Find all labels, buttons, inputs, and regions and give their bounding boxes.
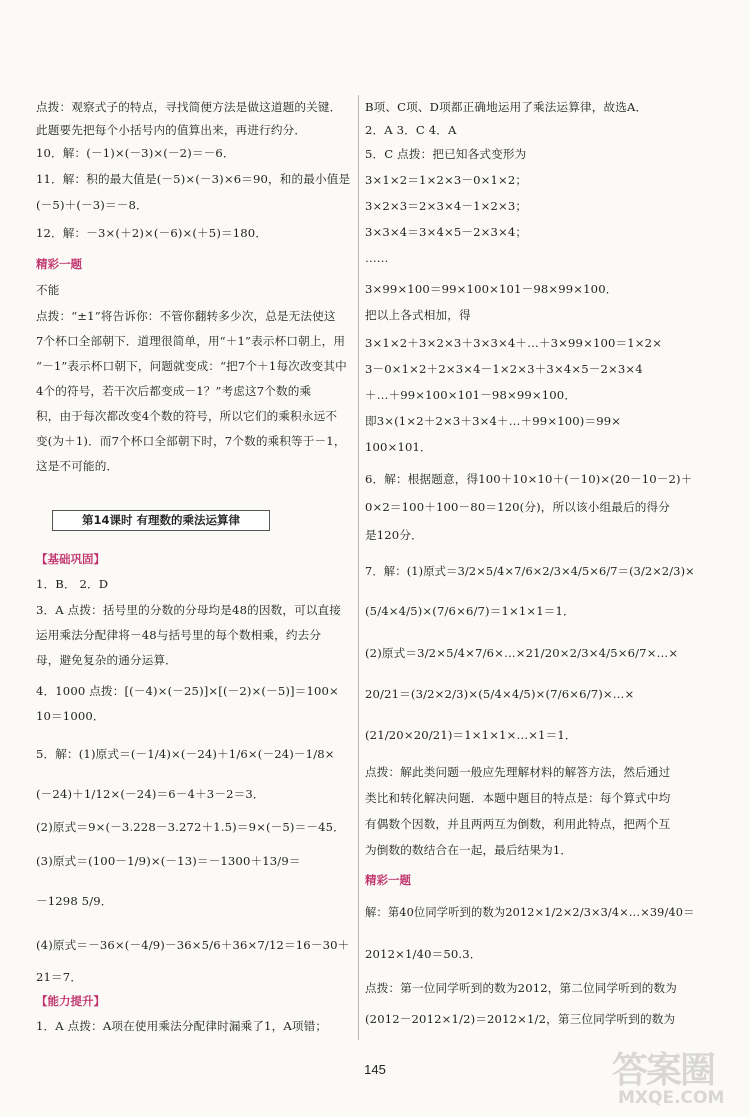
answer-5: 5．C 点拨：把已知各式变形为 — [365, 147, 527, 161]
answer-12: 12．解：－3×(＋2)×(－6)×(＋5)＝180． — [36, 226, 268, 240]
text-line: －1298 5/9． — [36, 894, 113, 908]
text-line: 4个的符号，若干次后都变成－1？”考虑这7个数的乘 — [36, 384, 312, 398]
text-line: ＋…＋99×100×101－98×99×100． — [365, 388, 577, 402]
text-line: 积，由于每次都改变4个数的符号，所以它们的乘积永远不 — [36, 409, 338, 423]
text-line: 0×2＝100＋100－80＝120(分)，所以该小组最后的得分 — [365, 500, 670, 514]
section-jichu: 【基础巩固】 — [36, 552, 105, 566]
text-line: 3×3×4＝3×4×5－2×3×4； — [365, 225, 528, 239]
text-line: (21/20×20/21)＝1×1×1×…×1＝1． — [365, 728, 577, 742]
answer-5-3: (3)原式＝(100－1/9)×(－13)＝－1300＋13/9＝ — [36, 854, 301, 868]
text-line: 3×1×2＝1×2×3－0×1×2； — [365, 173, 528, 187]
text-line: 母，避免复杂的通分运算． — [36, 653, 177, 667]
answer-3: 3．A 点拨：括号里的分数的分母均是48的因数，可以直接 — [36, 603, 342, 617]
column-divider — [358, 95, 359, 1040]
lesson-title-box: 第14课时 有理数的乘法运算律 — [52, 510, 270, 531]
answers-1-2: 1．B． 2．D — [36, 577, 109, 591]
answer-5-4: (4)原式＝－36×(－4/9)－36×5/6＋36×7/12＝16－30＋ — [36, 938, 350, 952]
text-line: 类比和转化解决问题．本题中题目的特点是：每个算式中均 — [365, 791, 671, 805]
answer-10: 10．解：(－1)×(－3)×(－2)＝－6． — [36, 146, 235, 160]
text-line: 1．A 点拨：A项在使用乘法分配律时漏乘了1，A项错； — [36, 1019, 328, 1033]
text-line: 变(为＋1)．而7个杯口全部朝下时，7个数的乘积等于－1， — [36, 434, 346, 448]
text-line: 即3×(1×2＋2×3＋3×4＋…＋99×100)＝99× — [365, 414, 622, 428]
text-line: (－5)＋(－3)＝－8． — [36, 198, 148, 212]
section-jingcai-2: 精彩一题 — [365, 873, 411, 887]
text-line: 点拨：解此类问题一般应先理解材料的解答方法，然后通过 — [365, 765, 671, 779]
text-line: …… — [365, 251, 389, 265]
answers-2-4: 2．A 3．C 4．A — [365, 123, 457, 137]
text-line: 不能 — [36, 283, 60, 297]
text-line: 10＝1000． — [36, 709, 105, 723]
text-line: 点拨：第一位同学听到的数为2012，第二位同学听到的数为 — [365, 981, 677, 995]
text-line: “－1”表示杯口朝下，问题就变成：“把7个＋1每次改变其中 — [36, 359, 347, 373]
text-line: (2012－2012×1/2)＝2012×1/2，第三位同学听到的数为 — [365, 1012, 676, 1026]
text-line: 3×99×100＝99×100×101－98×99×100． — [365, 282, 618, 296]
text-line: 有偶数个因数，并且两两互为倒数，利用此特点，把两个互 — [365, 817, 671, 831]
answer-11: 11．解：积的最大值是(－5)×(－3)×6＝90，和的最小值是 — [36, 172, 351, 186]
text-line: 3－0×1×2＋2×3×4－1×2×3＋3×4×5－2×3×4 — [365, 362, 643, 376]
text-line: 3×2×3＝2×3×4－1×2×3； — [365, 199, 528, 213]
text-line: 为倒数的数结合在一起，最后结果为1． — [365, 843, 573, 857]
text-line: 点拨：观察式子的特点，寻找简便方法是做这道题的关键． — [36, 100, 342, 114]
text-line: 3×1×2＋3×2×3＋3×3×4＋…＋3×99×100＝1×2× — [365, 336, 663, 350]
watermark-logo — [612, 1042, 744, 1112]
text-line: 20/21＝(3/2×2/3)×(5/4×4/5)×(7/6×6/7)×…× — [365, 687, 635, 701]
text-line: 7个杯口全部朝下．道理很简单，用“＋1”表示杯口朝上，用 — [36, 334, 346, 348]
answer-5-1: 5．解：(1)原式＝(－1/4)×(－24)＋1/6×(－24)－1/8× — [36, 747, 335, 761]
section-jingcai: 精彩一题 — [36, 257, 82, 271]
answer-5-2: (2)原式＝9×(－3.228－3.272＋1.5)＝9×(－5)＝－45． — [36, 820, 345, 834]
text-line: 此题要先把每个小括号内的值算出来，再进行约分． — [36, 123, 307, 137]
answer-4: 4．1000 点拨：[(－4)×(－25)]×[(－2)×(－5)]＝100× — [36, 684, 339, 698]
text-line: (－24)＋1/12×(－24)＝6－4＋3－2＝3． — [36, 787, 265, 801]
page-number: 145 — [364, 1062, 386, 1077]
text-line: 解：第40位同学听到的数为2012×1/2×2/3×3/4×…×39/40＝ — [365, 905, 695, 919]
watermark-url: MXQE.COM — [618, 1088, 725, 1108]
text-line: 点拨：“±1”将告诉你：不管你翻转多少次，总是无法使这 — [36, 309, 336, 323]
text-line: 把以上各式相加，得 — [365, 308, 471, 322]
section-nengli: 【能力提升】 — [36, 994, 105, 1008]
text-line: 运用乘法分配律将－48与括号里的每个数相乘，约去分 — [36, 628, 322, 642]
answer-7-1: 7．解：(1)原式＝3/2×5/4×7/6×2/3×4/5×6/7＝(3/2×2/3)× — [365, 564, 695, 578]
text-line: 是120分． — [365, 528, 423, 542]
watermark-text: 答案圈 — [612, 1050, 715, 1091]
answer-7-2: (2)原式＝3/2×5/4×7/6×…×21/20×2/3×4/5×6/7×…× — [365, 646, 679, 660]
text-line: 21＝7． — [36, 970, 83, 984]
text-line: (5/4×4/5)×(7/6×6/7)＝1×1×1＝1． — [365, 604, 575, 618]
text-line: 这是不可能的． — [36, 459, 119, 473]
text-line: 100×101． — [365, 440, 432, 454]
text-line: 2012×1/40＝50.3． — [365, 947, 482, 961]
text-line: B项、C项、D项都正确地运用了乘法运算律，故选A． — [365, 100, 648, 114]
answer-6: 6．解：根据题意，得100＋10×10＋(－10)×(20－10－2)＋ — [365, 472, 693, 486]
